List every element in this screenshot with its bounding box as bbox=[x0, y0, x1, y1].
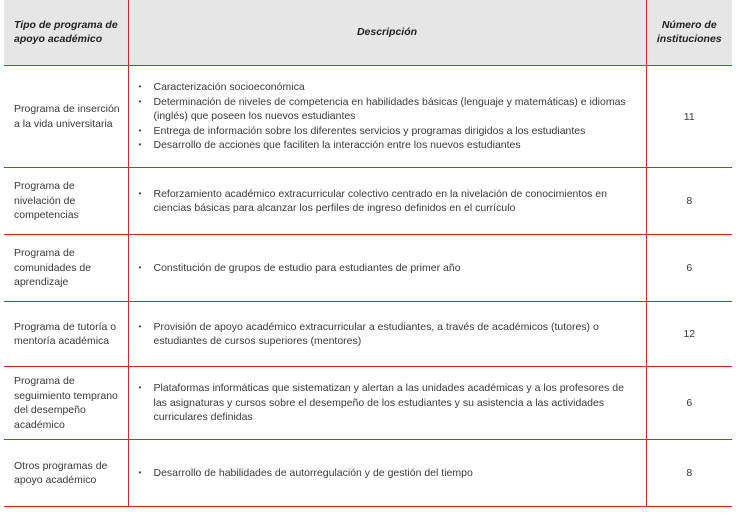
bullet-icon: • bbox=[138, 262, 142, 272]
description-list bbox=[139, 466, 638, 481]
bullet-icon: • bbox=[138, 188, 142, 198]
description-text: Desarrollo de acciones que faciliten la interacción entre los nuevos estudiantes bbox=[153, 139, 521, 152]
institution-count: 6 bbox=[646, 367, 732, 440]
list-item bbox=[139, 381, 638, 425]
program-description bbox=[128, 440, 646, 507]
institution-count: 12 bbox=[646, 302, 732, 367]
program-description bbox=[128, 367, 646, 440]
description-text: Provisión de apoyo académico extracurricular a estudiantes, a través de académicos (tutores) o estudiantes de cursos superiores (mentores) bbox=[153, 320, 599, 347]
description-text: Plataformas informáticas que sistematizan y alertan a las unidades académicas y a los profesores de las asignaturas y cursos sobre el desempeño de los estudiantes y su asistencia a las actividades curriculares definidas bbox=[153, 382, 624, 424]
description-list bbox=[139, 261, 638, 276]
description-text: Reforzamiento académico extracurricular colectivo centrado en la nivelación de conocimientos en ciencias básicas para alcanzar los perfiles de ingreso definidos en el currículo bbox=[153, 187, 607, 214]
list-item bbox=[139, 187, 638, 216]
header-description: Descripción bbox=[128, 0, 646, 66]
table-row bbox=[4, 168, 732, 235]
description-text: Constitución de grupos de estudio para estudiantes de primer año bbox=[153, 261, 461, 274]
list-item bbox=[139, 138, 638, 153]
program-type: Programa de comunidades de aprendizaje bbox=[4, 235, 128, 302]
list-item bbox=[139, 124, 638, 139]
list-item bbox=[139, 320, 638, 349]
description-text: Determinación de niveles de competencia en habilidades básicas (lenguaje y matemáticas) e idiomas (inglés) que poseen los nuevos estudiantes bbox=[153, 95, 626, 123]
bullet-icon: • bbox=[138, 140, 142, 150]
program-type: Programa de seguimiento temprano del desempeño académico bbox=[4, 367, 128, 440]
institution-count: 8 bbox=[646, 168, 732, 235]
table-row bbox=[4, 235, 732, 302]
institution-count: 8 bbox=[646, 440, 732, 507]
description-text: Caracterización socioeconómica bbox=[153, 81, 305, 94]
bullet-icon: • bbox=[138, 96, 142, 106]
bullet-icon: • bbox=[138, 82, 142, 92]
bullet-icon: • bbox=[138, 321, 142, 331]
description-list bbox=[139, 187, 638, 216]
program-type: Programa de nivelación de competencias bbox=[4, 168, 128, 235]
program-description bbox=[128, 66, 646, 168]
institution-count: 6 bbox=[646, 235, 732, 302]
program-type: Otros programas de apoyo académico bbox=[4, 440, 128, 507]
header-program-type: Tipo de programa de apoyo académico bbox=[4, 0, 128, 66]
program-description bbox=[128, 302, 646, 367]
table-row bbox=[4, 66, 732, 168]
description-list bbox=[139, 320, 638, 349]
programs-table bbox=[4, 0, 732, 507]
program-description bbox=[128, 168, 646, 235]
program-type: Programa de inserción a la vida universitaria bbox=[4, 66, 128, 168]
list-item bbox=[139, 80, 638, 95]
list-item bbox=[139, 261, 638, 276]
program-type: Programa de tutoría o mentoría académica bbox=[4, 302, 128, 367]
header-institution-count: Número de instituciones bbox=[646, 0, 732, 66]
table-header-row bbox=[4, 0, 732, 66]
description-list bbox=[139, 381, 638, 425]
institution-count: 11 bbox=[646, 66, 732, 168]
bullet-icon: • bbox=[138, 467, 142, 477]
bullet-icon: • bbox=[138, 383, 142, 393]
table-row bbox=[4, 440, 732, 507]
list-item bbox=[139, 466, 638, 481]
table-row bbox=[4, 302, 732, 367]
description-text: Desarrollo de habilidades de autorregulación y de gestión del tiempo bbox=[153, 466, 473, 479]
description-text: Entrega de información sobre los diferentes servicios y programas dirigidos a los estudiantes bbox=[153, 124, 586, 137]
list-item bbox=[139, 95, 638, 124]
table-row bbox=[4, 367, 732, 440]
description-list bbox=[139, 80, 638, 153]
bullet-icon: • bbox=[138, 125, 142, 135]
program-description bbox=[128, 235, 646, 302]
